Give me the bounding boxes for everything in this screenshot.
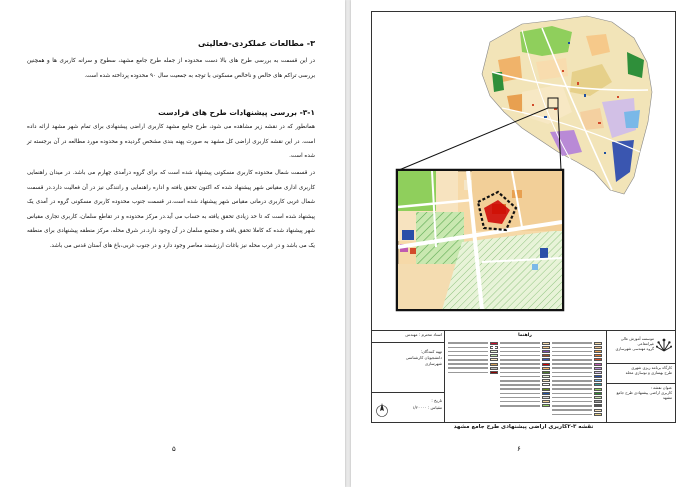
legend-title: راهنما (518, 333, 532, 338)
map-title-label: عنوان نقشه : (650, 385, 672, 390)
map-area (372, 12, 675, 330)
body-paragraph-1: همانطور که در نقشه زیر مشاهده می شود، طرح جامع مشهد کاربری اراضی پیشنهادی برای تمام شهر مشهد ارائه داده است. در این نقشه کاربری اراضی کل مشهد به صورت پهنه بندی مشخص گردیده و محدوده مورد مطالعه در آن برجسته تر شده است. (27, 124, 315, 159)
map-title: کاربری اراضی پیشنهادی طرح جامع مشهد (616, 390, 672, 400)
supervisor-cell: استاد محترم : مهندس (372, 331, 444, 343)
body-paragraph-2: در قسمت شمال محدوده کاربری مسکونی پیشنهاد شده است که برای گروه درآمدی چهارم می باشد. در میدان راهنمایی کاربری اداری مقیاس شهر پیشنهاد شده که اکنون تحقق یافته و اداره راهنمایی و رانندگی نیز در آن فعالیت دارد.در قسمت شمال غربی کاربری درمانی مقیاس شهر پیشنهاد شده است.در قسمت جنوب محدوده کاربری مسکونی گروه در آمدی یک پیشنهاد شده است که تا حد زیادی تحقق یافته به حساب می آید.در مرکز محدوده و در تقاطع سلمان، کاربری تجاری مقیاس شهر پیشنهاد شده که کاملا تحقق یافته و مجتمع سلمان در آن وجود دارد.در شرق محله، مرکز منطقه پیشنهادی برای منطقه یک می باشد و در غرب محله نیز باغات ارزشمند معاصر وجود دارد و در جنوب غربی،باغ های آستان قدس می باشد. (27, 170, 315, 249)
page-number-right: ۶ (517, 445, 521, 453)
legend-item (500, 404, 550, 408)
preparers-cell (372, 343, 444, 393)
map-caption: نقشه ۳-۲کاربری اراضی پیشنهادی طرح جامع مشهد (453, 424, 594, 430)
legend-item (448, 370, 498, 374)
company-name: موسسه آموزش عالی غیرانتفاعی (620, 337, 654, 347)
title-block-company (606, 330, 675, 423)
date-label: تاریخ : (431, 398, 442, 403)
preparer-2: شهرسازی (424, 361, 442, 366)
institute-logo-icon (656, 337, 672, 353)
legend-column-2 (500, 341, 550, 408)
legend-column-1 (552, 341, 602, 416)
left-page (0, 0, 345, 487)
subsection-heading: ۳-۱- بررسی پیشنهادات طرح های فرادست (158, 108, 315, 117)
city-overview-map (482, 16, 652, 194)
legend-item (552, 412, 602, 416)
land-use-map (372, 12, 675, 330)
preparers-label: تهیه کنندگان: (420, 349, 442, 354)
company-info (608, 337, 654, 353)
intro-paragraph: در این قسمت به بررسی طرح های بالا دست محدوده از جمله طرح جامع مشهد، سطوح و سرانه کاربری ها و همچنین بررسی تراکم های خالص و ناخالص مسکونی با توجه به جمعیت سال ۹۰ محدوده پرداخته شده است. (27, 58, 315, 79)
project-line: طرح بهسازی و نوسازی محله (625, 370, 672, 375)
section-heading: ۳- مطالعات عملکردی-فعالیتی (198, 39, 315, 48)
legend-block (444, 330, 607, 423)
company-subtitle: گروه مهندسی شهرسازی (615, 347, 654, 352)
scale-label: مقیاس : ۱/۲۰۰۰۰ (412, 405, 442, 410)
page-number-left: ۵ (172, 445, 176, 453)
detail-inset-map (397, 170, 563, 310)
course-cell (606, 363, 675, 383)
map-title-cell (606, 383, 675, 423)
course-title: کارگاه برنامه ریزی شهری (631, 365, 672, 370)
map-sheet-frame (371, 11, 676, 423)
legend-column-3 (448, 341, 498, 375)
title-block-info (372, 330, 445, 423)
right-page (351, 0, 698, 487)
preparer-1: دانشجویان کارشناسی (405, 355, 442, 360)
north-arrow-icon (375, 401, 389, 419)
